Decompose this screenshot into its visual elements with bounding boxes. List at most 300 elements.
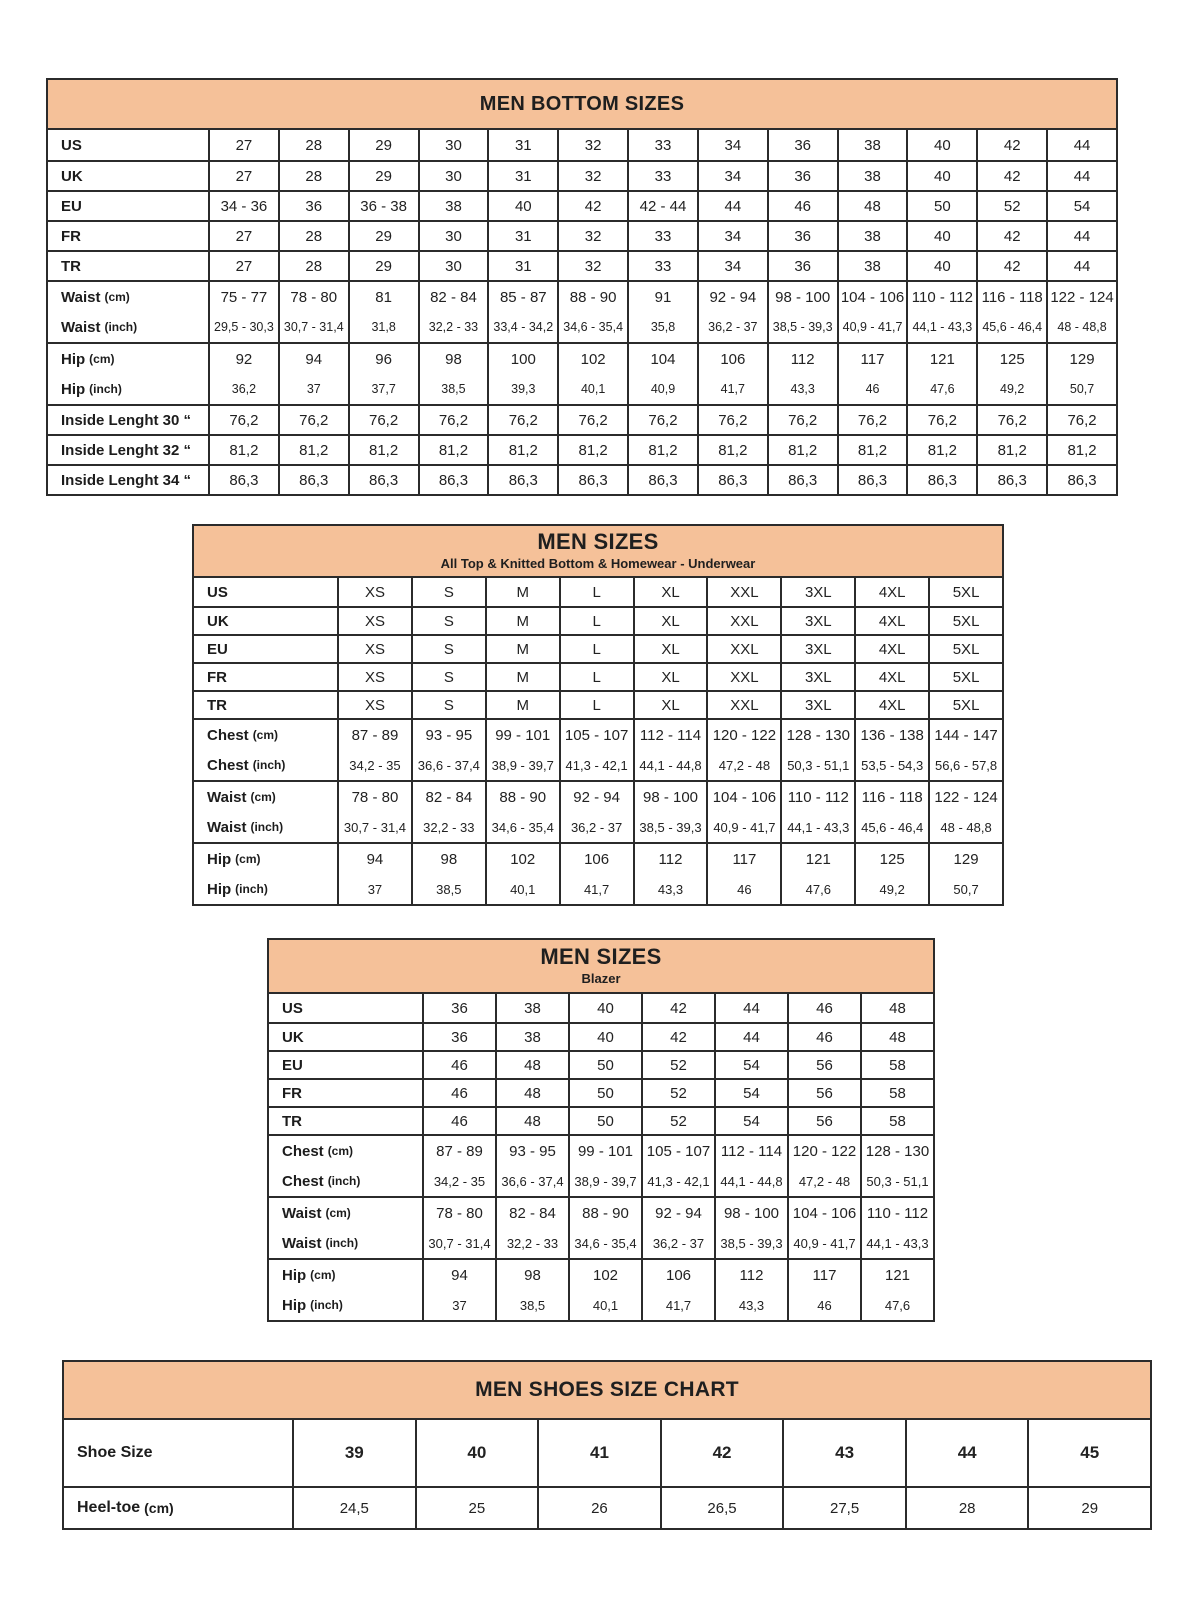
row-label-unit: (inch) bbox=[252, 758, 286, 772]
table-cell bbox=[787, 1136, 860, 1196]
table-cell: 58 bbox=[860, 1108, 933, 1134]
table-cell: M bbox=[485, 692, 559, 718]
table-row bbox=[194, 718, 1002, 780]
table-cell: 81,2 bbox=[837, 436, 907, 464]
table-cell bbox=[485, 720, 559, 780]
table-cell bbox=[422, 1198, 495, 1258]
row-label bbox=[194, 750, 337, 780]
cell-value: 116 - 118 bbox=[981, 288, 1043, 306]
row-label-text: FR bbox=[207, 668, 227, 686]
cell-value: 98 bbox=[440, 850, 458, 868]
table-cell: L bbox=[559, 664, 633, 690]
table-cell: 44 bbox=[905, 1420, 1028, 1486]
cell-value: 98 - 100 bbox=[775, 288, 831, 306]
table-cell bbox=[906, 282, 976, 342]
cell-value: 38,5 - 39,3 bbox=[720, 1235, 783, 1251]
cell-value: 41,7 bbox=[583, 881, 610, 897]
table-cell: 54 bbox=[714, 1052, 787, 1078]
cell-value: 78 - 80 bbox=[351, 788, 399, 806]
table-cell: 81,2 bbox=[208, 436, 278, 464]
table-cell: 4XL bbox=[854, 608, 928, 634]
table-cell: 26,5 bbox=[660, 1488, 783, 1528]
table-cell: 46 bbox=[787, 994, 860, 1022]
cell-value: 112 bbox=[739, 1266, 764, 1284]
row-label-unit: (cm) bbox=[235, 852, 261, 866]
table-header bbox=[194, 526, 1002, 578]
table-cell: XL bbox=[633, 578, 707, 606]
row-label-text: Waist bbox=[207, 788, 247, 806]
cell-value: 93 - 95 bbox=[425, 726, 473, 744]
table-subtitle: Blazer bbox=[581, 970, 621, 986]
row-label-text: Waist bbox=[282, 1234, 322, 1252]
row-label-text: Waist bbox=[282, 1204, 322, 1222]
row-label-cell bbox=[269, 1198, 422, 1258]
table-cell: 29 bbox=[1027, 1488, 1150, 1528]
table-cell: 38 bbox=[495, 1024, 568, 1050]
table-cell bbox=[487, 282, 557, 342]
table-body bbox=[194, 578, 1002, 904]
cell-value: 43,3 bbox=[657, 881, 684, 897]
cell-value: 78 - 80 bbox=[436, 1204, 483, 1222]
table-cell: 28 bbox=[905, 1488, 1028, 1528]
cell-value: 40,1 bbox=[510, 881, 536, 897]
cell-value: 117 bbox=[732, 850, 757, 868]
cell-value: 34,6 - 35,4 bbox=[563, 320, 624, 334]
row-label-unit: (cm) bbox=[104, 290, 130, 304]
table-cell: 30 bbox=[418, 162, 488, 190]
cell-value: 106 bbox=[665, 1266, 692, 1284]
table-cell: 76,2 bbox=[348, 406, 418, 434]
table-cell bbox=[854, 782, 928, 842]
table-subtitle: All Top & Knitted Bottom & Homewear - Underwear bbox=[440, 555, 756, 571]
table-cell: 81,2 bbox=[627, 436, 697, 464]
table-cell bbox=[418, 282, 488, 342]
table-cell: 48 bbox=[495, 1108, 568, 1134]
table-cell: 56 bbox=[787, 1080, 860, 1106]
table-cell bbox=[337, 844, 411, 904]
cell-value: 82 - 84 bbox=[430, 288, 477, 306]
table-cell: 44 bbox=[714, 994, 787, 1022]
table-cell: 26 bbox=[537, 1488, 660, 1528]
row-label-text: Hip bbox=[282, 1296, 307, 1314]
table-cell: 40 bbox=[568, 1024, 641, 1050]
cell-value: 117 bbox=[860, 350, 885, 368]
row-label bbox=[48, 312, 208, 342]
table-cell: 52 bbox=[641, 1108, 714, 1134]
table-row bbox=[48, 250, 1116, 280]
table-cell: 30 bbox=[418, 222, 488, 250]
table-cell: 28 bbox=[278, 252, 348, 280]
row-label-text: TR bbox=[282, 1112, 302, 1130]
table-title: MEN SIZES bbox=[540, 944, 662, 970]
cell-value: 94 bbox=[305, 350, 323, 368]
table-cell: 54 bbox=[714, 1080, 787, 1106]
table-cell: 48 bbox=[837, 192, 907, 220]
cell-value: 38,9 - 39,7 bbox=[491, 757, 554, 773]
row-label-text: FR bbox=[61, 227, 81, 245]
table-cell: 29 bbox=[348, 130, 418, 160]
cell-value: 34,6 - 35,4 bbox=[574, 1235, 637, 1251]
table-cell: 38 bbox=[418, 192, 488, 220]
table-cell: 86,3 bbox=[697, 466, 767, 494]
row-label-text: EU bbox=[61, 197, 82, 215]
table-cell bbox=[411, 844, 485, 904]
cell-value: 92 - 94 bbox=[573, 788, 620, 806]
cell-value: 44,1 - 43,3 bbox=[866, 1235, 929, 1251]
row-label-text: US bbox=[282, 999, 303, 1017]
row-label-unit: (inch) bbox=[250, 820, 284, 834]
row-label-text: TR bbox=[61, 257, 81, 275]
row-label-unit: (inch) bbox=[325, 1236, 359, 1250]
table-cell bbox=[860, 1136, 933, 1196]
table-cell: 81,2 bbox=[767, 436, 837, 464]
table-cell: 30 bbox=[418, 252, 488, 280]
cell-value: 32,2 - 33 bbox=[428, 320, 479, 334]
table-header bbox=[269, 940, 933, 994]
cell-value: 36,6 - 37,4 bbox=[417, 757, 480, 773]
table-cell: S bbox=[411, 578, 485, 606]
table-cell: 3XL bbox=[780, 578, 854, 606]
cell-value: 38,5 bbox=[436, 881, 462, 897]
cell-value: 38,9 - 39,7 bbox=[574, 1173, 637, 1189]
table-cell: 36 bbox=[422, 994, 495, 1022]
table-cell: 81,2 bbox=[278, 436, 348, 464]
row-label-unit: (cm) bbox=[327, 1144, 354, 1158]
cell-value: 38,5 - 39,3 bbox=[639, 819, 702, 835]
cell-value: 47,2 - 48 bbox=[798, 1173, 851, 1189]
table-cell: 33 bbox=[627, 162, 697, 190]
row-label-unit: (cm) bbox=[89, 352, 115, 366]
table-cell bbox=[559, 844, 633, 904]
row-label-text: Chest bbox=[207, 756, 249, 774]
row-label-text: UK bbox=[207, 612, 229, 630]
table-row bbox=[269, 994, 933, 1022]
table-row bbox=[48, 130, 1116, 160]
cell-value: 36,2 bbox=[231, 382, 257, 396]
table-cell: 32 bbox=[557, 162, 627, 190]
table-body bbox=[64, 1420, 1150, 1528]
cell-value: 34,2 - 35 bbox=[433, 1173, 486, 1189]
cell-value: 94 bbox=[451, 1266, 468, 1284]
table-cell: 29 bbox=[348, 162, 418, 190]
cell-value: 121 bbox=[884, 1266, 911, 1284]
row-label-text: Inside Lenght 34 “ bbox=[61, 471, 192, 489]
table-cell: 4XL bbox=[854, 664, 928, 690]
cell-value: 36,6 - 37,4 bbox=[501, 1173, 564, 1189]
cell-value: 44,1 - 43,3 bbox=[912, 320, 973, 334]
cell-value: 120 - 122 bbox=[712, 726, 777, 744]
cell-value: 41,7 bbox=[720, 382, 745, 396]
cell-value: 92 - 94 bbox=[655, 1204, 702, 1222]
cell-value: 32,2 - 33 bbox=[423, 819, 475, 835]
cell-value: 110 - 112 bbox=[866, 1204, 929, 1222]
row-label bbox=[48, 344, 208, 374]
cell-value: 46 bbox=[817, 1297, 832, 1313]
table-cell bbox=[706, 720, 780, 780]
row-label-unit: (inch) bbox=[89, 382, 122, 396]
table-cell: 41 bbox=[537, 1420, 660, 1486]
row-label-cell bbox=[269, 1080, 422, 1106]
table-cell: XS bbox=[337, 608, 411, 634]
cell-value: 46 bbox=[737, 881, 752, 897]
table-cell: 81,2 bbox=[906, 436, 976, 464]
table-cell: 28 bbox=[278, 222, 348, 250]
table-cell bbox=[348, 282, 418, 342]
table-cell bbox=[337, 782, 411, 842]
table-cell: 45 bbox=[1027, 1420, 1150, 1486]
table-cell: 42 bbox=[641, 1024, 714, 1050]
table-cell bbox=[633, 844, 707, 904]
table-cell: 27 bbox=[208, 222, 278, 250]
cell-value: 98 bbox=[445, 350, 462, 368]
table-cell: 3XL bbox=[780, 692, 854, 718]
row-label-text: Shoe Size bbox=[77, 1444, 153, 1461]
table-cell: 42 bbox=[660, 1420, 783, 1486]
table-cell: 48 bbox=[495, 1080, 568, 1106]
table-cell bbox=[780, 720, 854, 780]
table-cell: 76,2 bbox=[208, 406, 278, 434]
cell-value: 39,3 bbox=[511, 382, 536, 396]
cell-value: 129 bbox=[953, 850, 979, 868]
row-label-unit: (cm) bbox=[325, 1206, 351, 1220]
row-label-text: Waist bbox=[61, 318, 101, 336]
table-cell: 36 bbox=[422, 1024, 495, 1050]
cell-value: 41,3 - 42,1 bbox=[565, 757, 628, 773]
table-cell: XL bbox=[633, 664, 707, 690]
row-label-cell bbox=[48, 406, 208, 434]
table-cell: 34 bbox=[697, 222, 767, 250]
table-cell: 86,3 bbox=[278, 466, 348, 494]
table-cell: XXL bbox=[706, 578, 780, 606]
table-cell: 46 bbox=[422, 1080, 495, 1106]
table-cell: 38 bbox=[495, 994, 568, 1022]
table-cell: M bbox=[485, 664, 559, 690]
table-row bbox=[269, 1196, 933, 1258]
table-cell bbox=[641, 1136, 714, 1196]
table-row bbox=[48, 280, 1116, 342]
cell-value: 88 - 90 bbox=[569, 288, 617, 306]
table-cell: 5XL bbox=[928, 664, 1002, 690]
row-label-text: Heel-toe bbox=[77, 1499, 141, 1516]
cell-value: 49,2 bbox=[1000, 382, 1025, 396]
table-row bbox=[194, 780, 1002, 842]
table-cell: 42 bbox=[976, 252, 1046, 280]
row-label bbox=[194, 812, 337, 842]
cell-value: 43,3 bbox=[738, 1297, 765, 1313]
cell-value: 112 bbox=[658, 850, 683, 868]
cell-value: 128 - 130 bbox=[786, 726, 850, 744]
table-cell: S bbox=[411, 664, 485, 690]
row-label-text: Waist bbox=[61, 288, 101, 306]
cell-value: 37 bbox=[367, 881, 383, 897]
row-label-unit: (cm) bbox=[252, 728, 279, 742]
table-cell: 5XL bbox=[928, 608, 1002, 634]
table-cell bbox=[714, 1198, 787, 1258]
table-cell: 40 bbox=[906, 162, 976, 190]
row-label bbox=[269, 1260, 422, 1290]
table-cell: 86,3 bbox=[557, 466, 627, 494]
table-title: MEN SIZES bbox=[537, 529, 659, 555]
row-label-unit: (cm) bbox=[250, 790, 276, 804]
row-label-cell bbox=[194, 608, 337, 634]
table-cell: 31 bbox=[487, 162, 557, 190]
cell-value: 44,1 - 43,3 bbox=[787, 819, 850, 835]
row-label bbox=[269, 1198, 422, 1228]
cell-value: 122 - 124 bbox=[1050, 288, 1114, 306]
cell-value: 121 bbox=[929, 350, 955, 368]
men-shoes-size-chart-table bbox=[62, 1360, 1152, 1530]
table-cell: 31 bbox=[487, 222, 557, 250]
table-cell: 32 bbox=[557, 222, 627, 250]
table-cell: 40 bbox=[906, 130, 976, 160]
cell-value: 125 bbox=[879, 850, 905, 868]
table-cell: 34 - 36 bbox=[208, 192, 278, 220]
table-cell: 29 bbox=[348, 222, 418, 250]
table-cell: 5XL bbox=[928, 578, 1002, 606]
row-label-text: TR bbox=[207, 696, 227, 714]
cell-value: 40,1 bbox=[592, 1297, 619, 1313]
row-label-cell bbox=[269, 1052, 422, 1078]
table-cell bbox=[627, 344, 697, 404]
row-label-cell bbox=[48, 130, 208, 160]
table-cell: 44 bbox=[1046, 130, 1116, 160]
table-cell: 39 bbox=[292, 1420, 415, 1486]
table-row bbox=[48, 342, 1116, 404]
table-cell bbox=[278, 282, 348, 342]
row-label-text: Chest bbox=[282, 1142, 324, 1160]
cell-value: 75 - 77 bbox=[220, 288, 268, 306]
cell-value: 104 bbox=[650, 350, 676, 368]
table-cell: 86,3 bbox=[348, 466, 418, 494]
table-cell bbox=[714, 1260, 787, 1320]
table-cell bbox=[337, 720, 411, 780]
cell-value: 34,6 - 35,4 bbox=[491, 819, 554, 835]
table-cell: 81,2 bbox=[418, 436, 488, 464]
row-label-cell bbox=[194, 692, 337, 718]
table-row bbox=[194, 578, 1002, 606]
cell-value: 98 - 100 bbox=[723, 1204, 780, 1222]
table-cell: M bbox=[485, 608, 559, 634]
row-label-cell bbox=[269, 1024, 422, 1050]
table-cell: 44 bbox=[1046, 222, 1116, 250]
cell-value: 81 bbox=[375, 288, 392, 306]
table-cell: XS bbox=[337, 692, 411, 718]
cell-value: 78 - 80 bbox=[290, 288, 338, 306]
cell-value: 34,2 - 35 bbox=[349, 757, 401, 773]
row-label-text: Chest bbox=[207, 726, 249, 744]
table-cell: 44 bbox=[697, 192, 767, 220]
cell-value: 29,5 - 30,3 bbox=[214, 320, 274, 334]
cell-value: 99 - 101 bbox=[577, 1142, 634, 1160]
cell-value: 102 bbox=[510, 850, 536, 868]
row-label-text: FR bbox=[282, 1084, 302, 1102]
table-cell bbox=[697, 344, 767, 404]
table-cell: 38 bbox=[837, 222, 907, 250]
table-cell: 86,3 bbox=[487, 466, 557, 494]
table-cell: 56 bbox=[787, 1052, 860, 1078]
table-cell: 56 bbox=[787, 1108, 860, 1134]
cell-value: 105 - 107 bbox=[564, 726, 629, 744]
table-cell: L bbox=[559, 578, 633, 606]
table-row bbox=[48, 220, 1116, 250]
row-label-cell bbox=[194, 664, 337, 690]
table-cell: 33 bbox=[627, 130, 697, 160]
table-row bbox=[269, 1078, 933, 1106]
table-cell: 76,2 bbox=[418, 406, 488, 434]
row-label-text: Inside Lenght 32 “ bbox=[61, 441, 192, 459]
table-cell: 76,2 bbox=[487, 406, 557, 434]
table-cell: 76,2 bbox=[976, 406, 1046, 434]
row-label-cell bbox=[48, 282, 208, 342]
row-label-cell bbox=[48, 162, 208, 190]
cell-value: 45,6 - 46,4 bbox=[982, 320, 1043, 334]
table-cell bbox=[348, 344, 418, 404]
table-cell: 42 bbox=[976, 130, 1046, 160]
cell-value: 37 bbox=[452, 1297, 467, 1313]
table-cell: 36 bbox=[767, 130, 837, 160]
row-label-text: EU bbox=[282, 1056, 303, 1074]
row-label-text: Hip bbox=[207, 880, 232, 898]
table-cell: XXL bbox=[706, 608, 780, 634]
table-cell: 86,3 bbox=[976, 466, 1046, 494]
row-label-cell bbox=[48, 252, 208, 280]
row-label-cell bbox=[269, 1108, 422, 1134]
table-cell: 42 bbox=[976, 222, 1046, 250]
table-row bbox=[48, 434, 1116, 464]
row-label-cell bbox=[194, 636, 337, 662]
table-cell: 5XL bbox=[928, 692, 1002, 718]
table-cell: 81,2 bbox=[348, 436, 418, 464]
table-cell bbox=[208, 344, 278, 404]
table-cell: 76,2 bbox=[837, 406, 907, 434]
table-cell: 58 bbox=[860, 1052, 933, 1078]
table-cell: 27 bbox=[208, 252, 278, 280]
table-cell: 36 bbox=[767, 252, 837, 280]
row-label-cell bbox=[64, 1488, 292, 1528]
cell-value: 129 bbox=[1069, 350, 1095, 368]
table-cell: 46 bbox=[787, 1024, 860, 1050]
cell-value: 92 bbox=[235, 350, 253, 368]
table-row bbox=[194, 606, 1002, 634]
cell-value: 117 bbox=[812, 1266, 837, 1284]
table-header bbox=[64, 1362, 1150, 1420]
row-label-unit: (cm) bbox=[310, 1268, 336, 1282]
cell-value: 121 bbox=[805, 850, 831, 868]
table-cell bbox=[485, 844, 559, 904]
table-cell: XL bbox=[633, 692, 707, 718]
cell-value: 92 - 94 bbox=[709, 288, 757, 306]
table-cell bbox=[641, 1260, 714, 1320]
table-row bbox=[48, 190, 1116, 220]
table-cell: 27,5 bbox=[782, 1488, 905, 1528]
cell-value: 47,2 - 48 bbox=[718, 757, 771, 773]
table-cell bbox=[278, 344, 348, 404]
cell-value: 46 bbox=[865, 382, 880, 396]
row-label-unit: (inch) bbox=[327, 1174, 361, 1188]
table-cell bbox=[422, 1136, 495, 1196]
cell-value: 82 - 84 bbox=[509, 1204, 556, 1222]
row-label bbox=[194, 844, 337, 874]
table-cell bbox=[787, 1198, 860, 1258]
table-cell bbox=[787, 1260, 860, 1320]
table-cell: 42 - 44 bbox=[627, 192, 697, 220]
table-cell: 76,2 bbox=[767, 406, 837, 434]
table-cell: 40 bbox=[906, 222, 976, 250]
cell-value: 100 bbox=[510, 350, 536, 368]
table-cell: 34 bbox=[697, 162, 767, 190]
row-label-cell bbox=[64, 1420, 292, 1486]
row-label bbox=[48, 374, 208, 404]
